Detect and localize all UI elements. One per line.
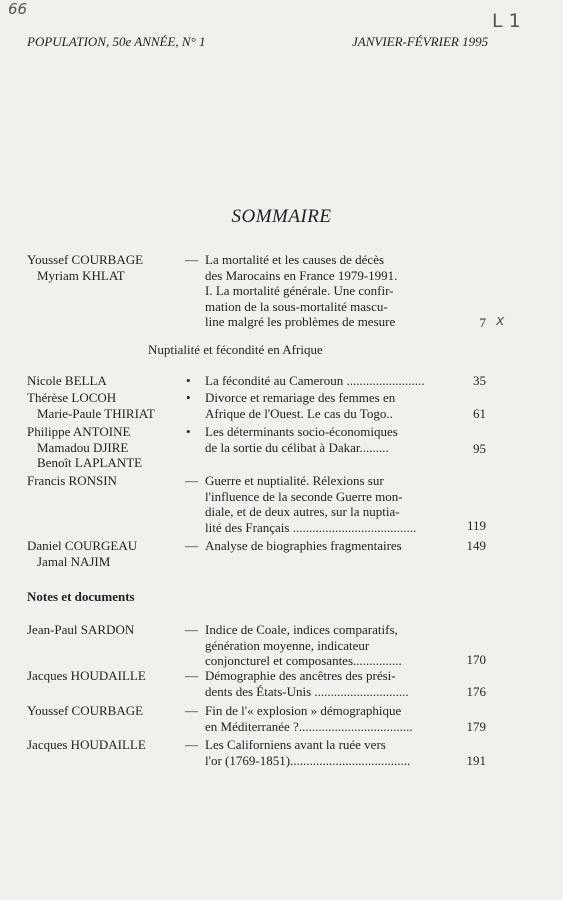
author-name: Benoît LAPLANTE — [37, 455, 143, 471]
entry-marker: — — [185, 538, 198, 553]
title-line: I. La mortalité générale. Une confir- — [205, 283, 394, 299]
page-number: 191 — [466, 753, 486, 768]
page-number: 35 — [473, 373, 486, 388]
title-line: l'influence de la seconde Guerre mon- — [205, 488, 403, 504]
entry-marker: — — [185, 622, 198, 637]
page-number: 61 — [473, 406, 486, 421]
title-line: Analyse de biographies fragmentaires — [205, 538, 402, 553]
author-name: Francis RONSIN — [27, 473, 117, 488]
entry-title — [205, 390, 435, 421]
title-line: Fin de l'« explosion » démographique — [205, 703, 402, 718]
title-line: des Marocains en France 1979-1991. — [205, 267, 398, 283]
entry-authors — [27, 538, 137, 569]
author-name: Nicole BELLA — [27, 373, 107, 388]
entry-authors — [27, 703, 143, 719]
entry-marker: • — [186, 390, 191, 405]
notes-heading: Notes et documents — [27, 589, 135, 604]
entry-title — [205, 737, 435, 768]
author-name: Daniel COURGEAU — [27, 538, 138, 553]
title-line: La mortalité et les causes de décès — [205, 252, 385, 267]
entry-title — [205, 473, 435, 535]
entry-marker: • — [186, 424, 191, 439]
title-line: génération moyenne, indicateur — [205, 637, 370, 653]
title-line: en Méditerranée ?................................... — [205, 718, 413, 734]
author-name: Jean-Paul SARDON — [27, 622, 135, 637]
author-name: Myriam KHLAT — [37, 267, 125, 283]
title-line: Afrique de l'Ouest. Le cas du Togo.. — [205, 405, 393, 421]
author-name: Youssef COURBAGE — [27, 252, 144, 267]
title-line: line malgré les problèmes de mesure — [205, 314, 396, 330]
title-line: Les déterminants socio-économiques — [205, 424, 398, 439]
handwritten-corner-mark: L 1 — [492, 10, 521, 32]
title-line: de la sortie du célibat à Dakar......... — [205, 439, 389, 455]
author-name: Mamadou DJIRE — [37, 439, 129, 455]
entry-title — [205, 703, 435, 734]
entry-title — [205, 668, 435, 699]
entry-authors — [27, 252, 143, 283]
author-name: Youssef COURBAGE — [27, 703, 144, 718]
entry-title — [205, 252, 441, 330]
entry-title — [205, 622, 435, 669]
entry-marker: — — [185, 252, 198, 267]
title-line: diale, et de deux autres, sur la nuptia- — [205, 504, 400, 520]
journal-header: POPULATION, 50e ANNÉE, N° 1 — [27, 34, 206, 49]
title-line: l'or (1769-1851)..................................... — [205, 752, 411, 768]
page-title: SOMMAIRE — [231, 206, 332, 227]
entry-marker: • — [186, 373, 191, 388]
title-line: lité des Français ...................................... — [205, 519, 417, 535]
entry-authors — [27, 622, 134, 638]
title-line: dents des États-Unis ............................. — [205, 683, 409, 699]
title-line: Divorce et remariage des femmes en — [205, 390, 396, 405]
page-number: 7 — [479, 315, 486, 330]
entry-marker: — — [185, 668, 198, 683]
author-name: Jacques HOUDAILLE — [27, 668, 146, 683]
entry-authors — [27, 737, 146, 753]
page-number: 179 — [466, 719, 486, 734]
title-line: Les Californiens avant la ruée vers — [205, 737, 386, 752]
title-line: Guerre et nuptialité. Rélexions sur — [205, 473, 384, 488]
page-number: 119 — [466, 518, 486, 533]
section-title: Nuptialité et fécondité en Afrique — [148, 342, 323, 357]
page-number: 170 — [466, 652, 486, 667]
entry-marker: — — [185, 737, 198, 752]
title-line: Démographie des ancêtres des prési- — [205, 668, 396, 683]
entry-authors — [27, 373, 107, 389]
entry-title — [205, 424, 435, 455]
entry-authors — [27, 668, 146, 684]
author-name: Jacques HOUDAILLE — [27, 737, 146, 752]
author-name: Thérèse LOCOH — [27, 390, 117, 405]
handwritten-page-mark: 66 — [8, 0, 28, 18]
entry-marker: — — [185, 473, 198, 488]
entry-title — [205, 373, 435, 389]
handwritten-cross-mark: x — [496, 313, 505, 329]
title-line: La fécondité au Cameroun ........................ — [205, 373, 425, 388]
author-name: Marie-Paule THIRIAT — [37, 405, 155, 421]
page-number: 149 — [466, 538, 486, 553]
title-line: mation de la sous-mortalité mascu- — [205, 298, 388, 314]
author-name: Jamal NAJIM — [37, 553, 111, 569]
entry-title — [205, 538, 435, 554]
entry-authors — [27, 424, 142, 471]
entry-authors — [27, 473, 117, 489]
author-name: Philippe ANTOINE — [27, 424, 131, 439]
entry-authors — [27, 390, 155, 421]
page-number: 95 — [473, 441, 486, 456]
title-line: conjoncturel et composantes............... — [205, 653, 402, 669]
issue-date: JANVIER-FÉVRIER 1995 — [352, 34, 489, 49]
entry-marker: — — [185, 703, 198, 718]
page-number: 176 — [466, 684, 486, 699]
title-line: Indice de Coale, indices comparatifs, — [205, 622, 398, 637]
